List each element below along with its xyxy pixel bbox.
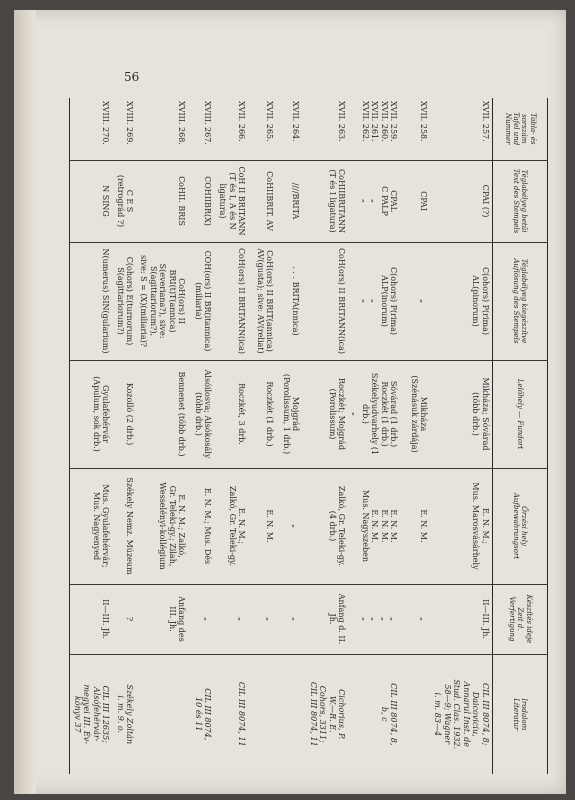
table-row [400,98,430,774]
cell-findspot: Gyulafehérvár (Apulum, sok drb.) [70,360,113,468]
table-row [248,98,276,774]
book-page [14,10,566,794]
cell-storage: E. N. M. E. N. M. E. N. M. Mus. Nagyszeben [348,468,400,584]
cell-table-number: XVIII. 268. [137,98,189,160]
cell-stamp-text: ////BRITA [276,160,302,242]
cell-storage: Mus. Gyulafehérvár; Mus. Nagyenyed [70,468,113,584]
cell-stamp-resolution: C(ohors) P(rima) AL(pinorum) [430,242,492,360]
cell-stamp-resolution: CoH(ors) II BRITANN(ica) [214,242,248,360]
cell-storage: E. N. M.; Zalkó, Gr. Teleki-gy.; Zilah, Wesselényi-kollégium [137,468,189,584]
header-stamp-resolution: Téglabélyeg kiegészítve Auflösung des Stempels [493,242,548,360]
cell-stamp-resolution: CoH(ors) II BRI(t)T(annica) S(everiana?), sive: S(agittariorum?), sive: S = (X)(miliaria)? [137,242,189,360]
cell-literature: Székely Zoltán i. m. 9. o. [113,654,137,774]
header-date: Készítés ideje Zeit d. Verfertigung [493,584,548,654]
header-storage: Őrzési hely Aufbewahrungsort [493,468,548,584]
cell-storage: E. N. M.; Mus. Dés [188,468,214,584]
cell-table-number: XVII. 258. [400,98,430,160]
table-row [113,98,137,774]
header-stamp-text: Téglabélyeg betűi Text des Stempels [493,160,548,242]
cell-findspot: Mikháza; Sóvárad (több drb.) [430,360,492,468]
cell-stamp-text: CoHIIBRITANN (T és I ligatura) [302,160,348,242]
cell-date: ? [113,584,137,654]
cell-storage: „ [276,468,302,584]
cell-findspot: Kozolló (2 drb.) [113,360,137,468]
cell-table-number: XVII. 257. [430,98,492,160]
cell-date: Anfang des III. Jh. [137,584,189,654]
table-row [348,98,400,774]
cell-date: Anfang d. II. Jh. [302,584,348,654]
cell-findspot: Mojgrád (Porolissum, 1 drb.) [276,360,302,468]
cell-stamp-text: COHIIBR(X) [188,160,214,242]
page-binding-edge [14,10,36,794]
brick-stamp-table [69,98,548,774]
cell-storage: Zalkó, Gr. Teleki-gy. (4 drb.) [302,468,348,584]
cell-stamp-text: CoHII. BRIS [137,160,189,242]
cell-stamp-text: C E S (retrográd ?) [113,160,137,242]
cell-literature: CIL III 8074, 8; Daicoviciu, Annarul Inst. de Stud. Clas. 1932. 58—9; Wagner i. m. 83—4 [430,654,492,774]
cell-literature: CIL III 8074, 8, b, c [348,654,400,774]
cell-table-number: XVIII. 267. [188,98,214,160]
cell-literature: Cichorius, P. W.—R. E. Cohors, 3311; CIL III 8074, 11 [302,654,348,774]
header-literature: Irodalom Literatur [493,654,548,774]
cell-stamp-text: CPAI [400,160,430,242]
cell-date: „ [214,584,248,654]
cell-stamp-resolution: „ [400,242,430,360]
cell-literature [248,654,276,774]
cell-findspot: Sóvárad (1 drb.) Roczkét (1 drb.) Székelyudvarhely (1 drb.) „ [348,360,400,468]
cell-table-number: XVIII. 269. [113,98,137,160]
cell-stamp-resolution: COH(ors) II BR(itannica) (miliaria) [188,242,214,360]
table-row [214,98,248,774]
table-row [188,98,214,774]
cell-stamp-text: CoHIIBRIT. AV [248,160,276,242]
table-body [70,98,493,774]
cell-table-number: XVII. 266. [214,98,248,160]
cell-findspot: Bennenet (több drb.) [137,360,189,468]
cell-date: II—III. Jh. [70,584,113,654]
cell-literature: CIL III 8074, 10 és 11 [188,654,214,774]
cell-literature [276,654,302,774]
cell-storage: Székely Nemz. Múzeum [113,468,137,584]
cell-findspot: Roczkét (1 drb.) [248,360,276,468]
table-row [276,98,302,774]
cell-findspot: Roczkét, 3 drb. [214,360,248,468]
cell-storage: E. N. M. [400,468,430,584]
cell-table-number: XVIII. 270. [70,98,113,160]
cell-storage: E. N. M. [248,468,276,584]
cell-literature: CIL III 8074, 11 [214,654,248,774]
page-number: 56 [124,70,140,84]
cell-storage: E. N. M.; Zalkó, Gr. Teleki-gy. [214,468,248,584]
cell-findspot: Roczkét; Mojgrád (Porolissum) [302,360,348,468]
cell-date: II—III. Jh. [430,584,492,654]
cell-stamp-resolution: . . . BRITA(nnica) [276,242,302,360]
cell-date: „ [188,584,214,654]
cell-literature: CIL III 12635; Alsófehérvár- megyei III. Év- könyv 37 [70,654,113,774]
table-row [70,98,113,774]
cell-literature [137,654,189,774]
cell-table-number: XVII. 264. [276,98,302,160]
cell-stamp-text: CPAL C PALP „ „ [348,160,400,242]
header-table-number: Tábla- és sorszám Tafel und Nummer [493,98,548,160]
cell-stamp-resolution: CoH(ors) II BRITANN(ica) [302,242,348,360]
table-row [137,98,189,774]
cell-findspot: Mikháza (Szénásuk zárdája) [400,360,430,468]
cell-findspot: Alsóilosva; Alsókosály (több drb.) [188,360,214,468]
cell-stamp-resolution: C(ohors) P(rima) ALP(inorum) „ „ [348,242,400,360]
rotated-table-wrapper [72,98,548,774]
cell-storage: E. N. M.; Mus. Marosvásárhely [430,468,492,584]
cell-date: „ „ „ „ [348,584,400,654]
cell-stamp-text: CoH II BRITANN (T és I, A és N ligatura) [214,160,248,242]
cell-date: „ [276,584,302,654]
table-row [302,98,348,774]
cell-table-number: XVII. 265. [248,98,276,160]
cell-table-number: XVII. 259. XVII. 260. XVII. 261. XVII. 262. [348,98,400,160]
cell-stamp-resolution: N(umerus) SIN(gularium) [70,242,113,360]
cell-stamp-text: N SING [70,160,113,242]
cell-table-number: XVII. 263. [302,98,348,160]
cell-stamp-text: CPAI (?) [430,160,492,242]
rotated-table-frame [72,98,548,774]
cell-stamp-resolution: CoH(ors) II BRIT(annica) AV(gusta); sive: AV(reliat) [248,242,276,360]
table-row [430,98,492,774]
cell-date: „ [400,584,430,654]
cell-date: „ [248,584,276,654]
cell-literature [400,654,430,774]
table-header-row [493,98,548,774]
cell-stamp-resolution: C(ohors) E(turnorum) S(agittariorum?) [113,242,137,360]
header-findspot: Lelőhely — Fundort [493,360,548,468]
